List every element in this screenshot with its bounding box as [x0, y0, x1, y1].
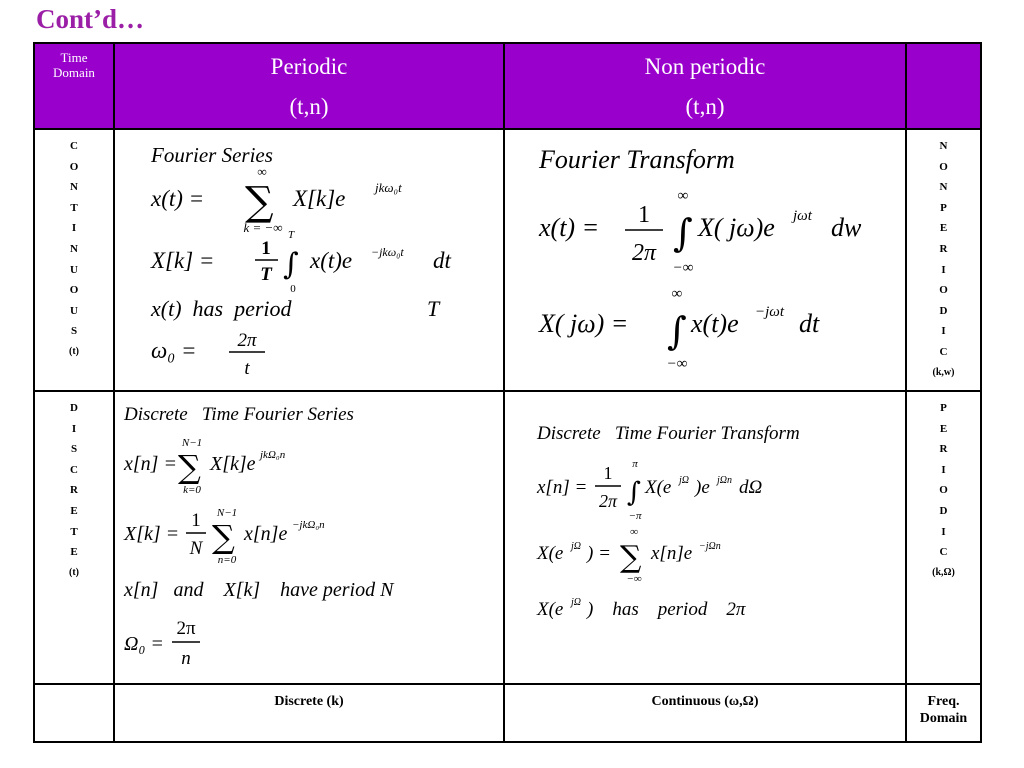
discrete-letter: I: [71, 422, 77, 435]
discrete-letter: D: [70, 402, 78, 414]
nonperiodic-letter: N: [939, 140, 948, 152]
fs-int-lower: 0: [290, 283, 296, 295]
periodic-letter: R: [939, 443, 948, 456]
continuous-letter: O: [69, 160, 79, 173]
dtfs-sum-upper: N−1: [181, 437, 203, 449]
fs-title: Fourier Series: [151, 143, 273, 167]
footer-empty-cell: [35, 685, 115, 743]
discrete-letter: S: [70, 443, 78, 456]
fourier-series-panel: [145, 140, 467, 380]
ft-inverse-exponent: jωt: [793, 208, 812, 224]
dtfs-omega-num: 2π: [176, 618, 196, 639]
dtft-sum-lower: −∞: [626, 573, 642, 585]
nonperiodic-letter: O: [939, 284, 948, 297]
footer-continuous: Continuous (ω,Ω): [505, 685, 907, 743]
continuous-letter: O: [69, 284, 79, 297]
periodic-letter: I: [941, 463, 946, 476]
fs-period-symbol: T: [427, 296, 440, 321]
continuous-variable: (t): [69, 345, 79, 357]
discrete-letter: E: [70, 504, 78, 517]
dtfs-synthesis-lhs: x[n] =: [124, 453, 177, 475]
periodic-letter: E: [939, 422, 948, 435]
ft-frac-den: 2π: [631, 240, 657, 266]
time-domain-header: [35, 44, 115, 130]
dtft-int-upper: π: [632, 458, 638, 470]
fs-omega-num: 2π: [237, 330, 257, 351]
dtft-inverse-term-a: X(e: [645, 477, 672, 498]
ft-forward-exponent: −jωt: [755, 304, 785, 320]
dtft-forward-exponent: −jΩn: [699, 541, 721, 552]
periodic-letter: P: [940, 402, 947, 414]
dtfs-title: Discrete Time Fourier Series: [124, 404, 354, 425]
footer-discrete: Discrete (k): [115, 685, 505, 743]
nonperiodic-letter: N: [939, 181, 948, 194]
fs-omega-den: t: [244, 358, 250, 379]
dtfs-analysis-lhs: X[k] =: [124, 523, 180, 545]
nonperiodic-header: [505, 44, 907, 130]
dtft-inverse-exponent: jΩn: [717, 475, 733, 486]
nonperiodic-letter: C: [939, 345, 948, 358]
discrete-letter: E: [70, 546, 78, 559]
ft-forward-lhs: X( jω) =: [539, 309, 629, 338]
freq-domain-line1: Freq.: [927, 694, 960, 709]
ft-forward-term: x(t)e: [691, 309, 739, 338]
dtfs-omega-den: n: [181, 648, 191, 669]
fourier-series-cell: [115, 130, 505, 392]
freq-domain-line2: Domain: [919, 711, 968, 726]
periodic-label: [907, 392, 982, 685]
continuous-letter: T: [70, 201, 78, 214]
dtft-inverse-term-a-exp: jΩ: [679, 475, 690, 486]
ft-title: Fourier Transform: [539, 145, 735, 174]
fs-synthesis-term: X[k]e: [293, 186, 346, 211]
dtft-frac-num: 1: [603, 463, 613, 483]
summation-icon: ∑: [178, 448, 201, 486]
dtfs-an-sum-upper: N−1: [216, 507, 238, 519]
periodic-variable: (k,Ω): [932, 566, 955, 578]
dtft-inverse-term-b: )e: [695, 477, 710, 498]
dtft-period-a: X(e: [537, 599, 564, 620]
nonperiodic-letter: R: [939, 242, 948, 255]
continuous-letter: S: [70, 325, 78, 338]
fourier-transform-panel: [533, 140, 879, 378]
fs-analysis-exponent: −jkω₀t: [371, 245, 404, 259]
dtfs-analysis-term: x[n]e: [244, 523, 288, 545]
nonperiodic-label: [907, 130, 982, 392]
fs-sum-lower: k = −∞: [243, 220, 283, 235]
dtfs-cell: [115, 392, 505, 685]
periodic-letter: I: [941, 525, 946, 538]
fourier-table: [33, 42, 982, 743]
dtfs-formulas: [120, 400, 492, 675]
continuous-letter: N: [70, 181, 78, 194]
continuous-letter: N: [70, 242, 78, 255]
periodic-header-label: Periodic: [270, 54, 348, 79]
ft-int-upper: ∞: [677, 188, 689, 204]
slide-title: Cont’d…: [36, 4, 145, 34]
ft-forward-dt: dt: [799, 309, 820, 338]
dtft-period-b: ) has period 2π: [587, 599, 746, 620]
fs-analysis-dt: dt: [433, 248, 451, 273]
fourier-transform-formulas: [533, 140, 879, 378]
dtfs-period-text: x[n] and X[k] have period N: [124, 579, 394, 601]
header-empty-cell: [907, 44, 982, 130]
periodic-letter: C: [939, 546, 948, 559]
dtfs-frac-den: N: [189, 538, 203, 559]
fs-omega-lhs: ω₀ =: [151, 338, 197, 363]
dtft-period-exp: jΩ: [571, 597, 582, 608]
dtft-title: Discrete Time Fourier Transform: [537, 423, 800, 444]
nonperiodic-variable: (k,w): [932, 366, 955, 378]
dtft-sum-upper: ∞: [630, 526, 638, 538]
fs-synthesis-exponent: jkω₀t: [375, 180, 402, 195]
time-domain-line1: Time: [60, 50, 88, 65]
ft-fwd-int-lower: −∞: [666, 356, 688, 372]
continuous-letter: I: [71, 222, 77, 235]
ft-int-lower: −∞: [672, 260, 694, 276]
fs-frac-den: T: [260, 264, 272, 285]
nonperiodic-letter: P: [940, 201, 947, 214]
fs-analysis-lhs: X[k] =: [151, 248, 215, 273]
dtft-cell: [505, 392, 907, 685]
summation-icon: ∑: [620, 540, 642, 575]
dtfs-synthesis-term: X[k]e: [210, 453, 256, 475]
nonperiodic-letter: D: [939, 304, 948, 317]
periodic-header: [115, 44, 505, 130]
nonperiodic-letter: I: [941, 263, 946, 276]
ft-inverse-term: X( jω)e: [698, 213, 775, 242]
integral-icon: ∫: [627, 477, 642, 508]
footer-freq-domain: [907, 685, 982, 743]
dtfs-sum-lower: k=0: [183, 484, 201, 496]
ft-frac-num: 1: [638, 202, 650, 228]
continuous-label: [35, 130, 115, 392]
dtft-formulas: [533, 417, 889, 659]
periodic-header-sub: (t,n): [289, 94, 329, 119]
summation-icon: ∑: [212, 518, 235, 556]
discrete-letter: C: [70, 463, 78, 476]
dtfs-frac-num: 1: [191, 510, 201, 531]
fs-analysis-term: x(t)e: [310, 248, 353, 273]
dtfs-synthesis-exponent: jkΩ₀n: [260, 449, 286, 461]
ft-inverse-dw: dw: [831, 213, 862, 242]
dtft-forward-lhs-exp: jΩ: [571, 541, 582, 552]
fs-frac-num: 1: [261, 238, 271, 259]
dtft-inverse-lhs: x[n] =: [537, 477, 588, 498]
discrete-label: [35, 392, 115, 685]
fs-int-upper: T: [287, 229, 295, 241]
dtft-int-lower: −π: [628, 510, 642, 522]
periodic-letter: O: [939, 484, 948, 497]
discrete-variable: (t): [69, 566, 79, 578]
dtfs-omega-lhs: Ω₀ =: [124, 633, 164, 655]
dtft-forward-lhs-a: X(e: [537, 543, 564, 564]
dtfs-an-sum-lower: n=0: [217, 554, 237, 566]
fs-period-text: x(t) has period: [151, 296, 292, 321]
nonperiodic-header-label: Non periodic: [644, 54, 766, 79]
fourier-transform-cell: [505, 130, 907, 392]
dtft-panel: [533, 417, 889, 659]
nonperiodic-letter: E: [939, 222, 948, 235]
periodic-letter: D: [939, 504, 948, 517]
summation-icon: ∑: [245, 179, 274, 225]
continuous-letter: U: [70, 304, 78, 317]
dtfs-analysis-exponent: −jkΩ₀n: [292, 519, 325, 531]
discrete-letter: R: [70, 484, 78, 497]
ft-fwd-int-upper: ∞: [671, 286, 683, 302]
continuous-letter: U: [70, 263, 78, 276]
integral-icon: ∫: [667, 309, 687, 353]
continuous-letter: C: [70, 140, 78, 152]
dtft-frac-den: 2π: [598, 491, 618, 511]
fourier-series-formulas: [145, 140, 467, 380]
discrete-letter: T: [70, 525, 78, 538]
nonperiodic-letter: I: [941, 325, 946, 338]
integral-icon: ∫: [283, 247, 299, 282]
dtft-inverse-d: dΩ: [739, 477, 763, 498]
fs-synthesis-lhs: x(t) =: [151, 186, 205, 211]
fs-sum-upper: ∞: [257, 164, 267, 179]
dtft-forward-lhs-b: ) =: [587, 543, 611, 564]
ft-inverse-lhs: x(t) =: [539, 213, 600, 242]
time-domain-line2: Domain: [53, 65, 95, 80]
integral-icon: ∫: [673, 211, 693, 255]
dtfs-panel: [120, 400, 492, 675]
nonperiodic-header-sub: (t,n): [685, 94, 725, 119]
nonperiodic-letter: O: [939, 160, 948, 173]
dtft-forward-term: x[n]e: [651, 543, 693, 564]
